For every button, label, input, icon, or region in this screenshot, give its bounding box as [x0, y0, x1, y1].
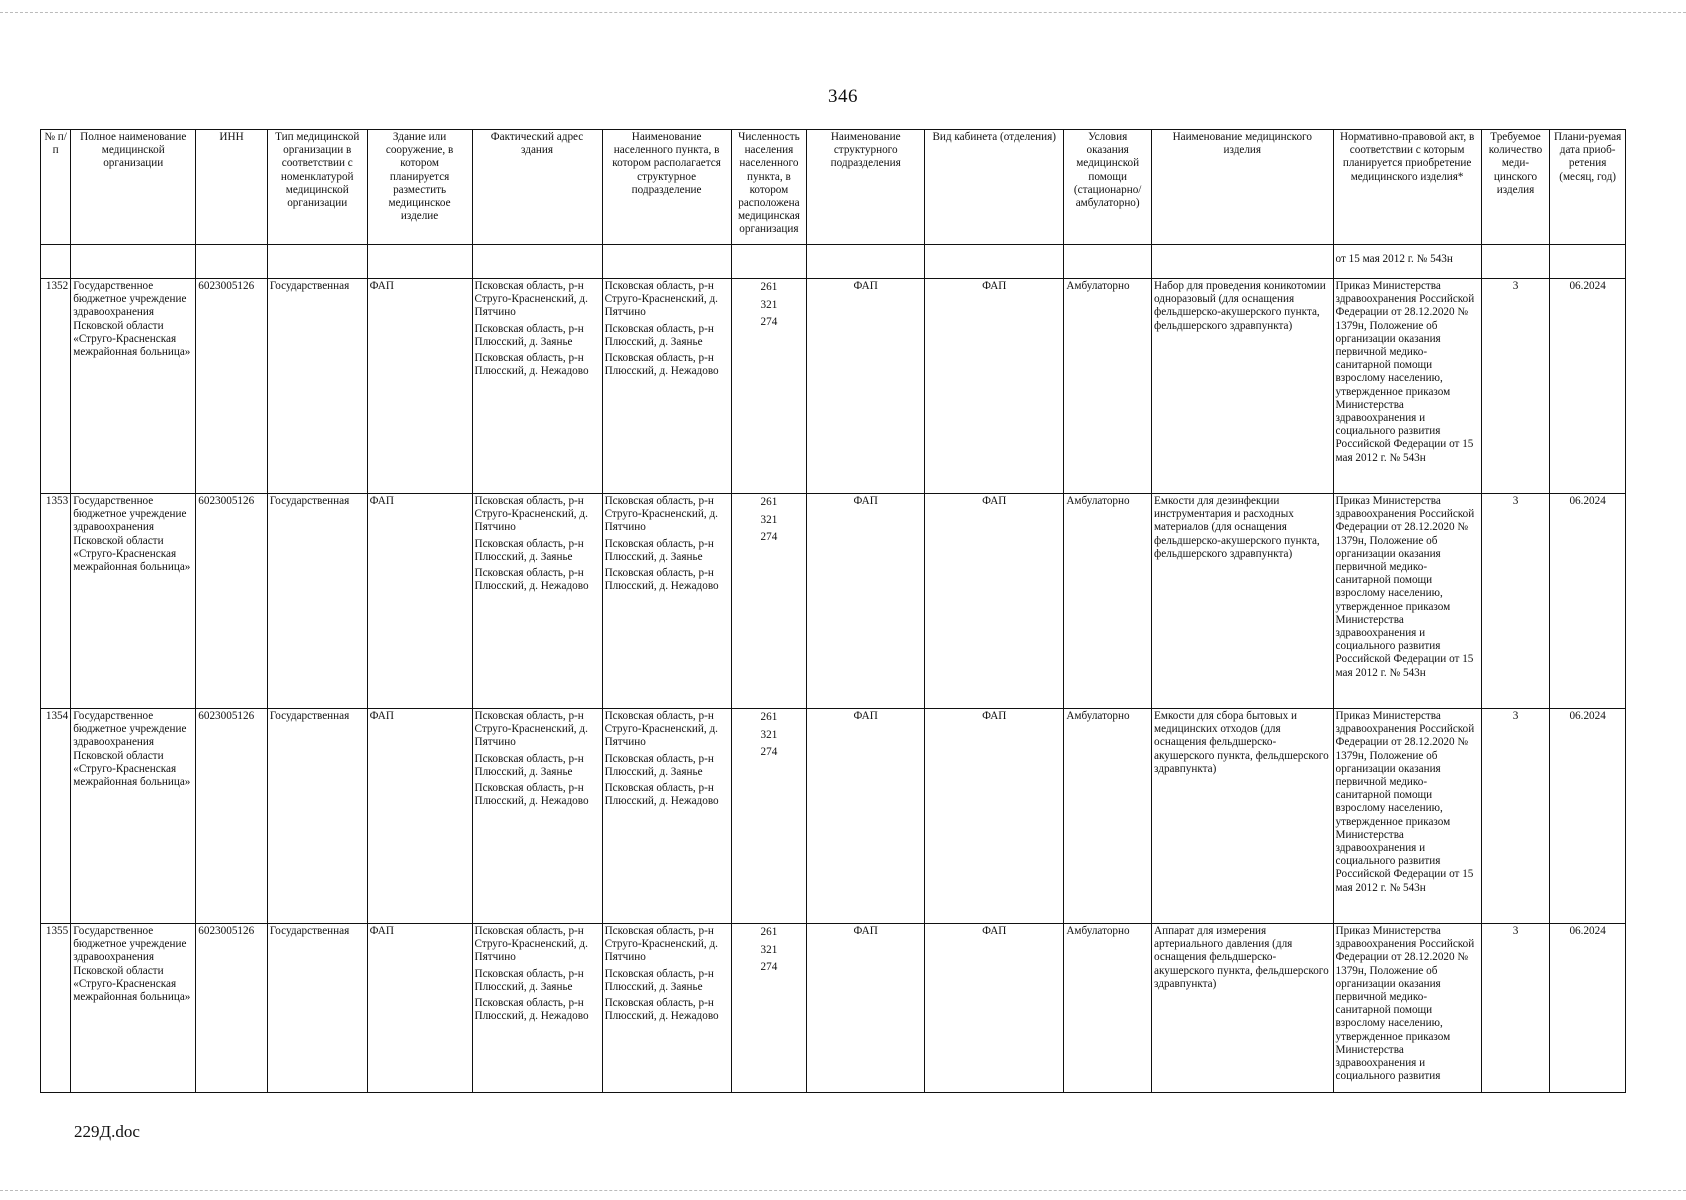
col-header-unit: Наименование структурного подразделения [807, 130, 925, 245]
row-type: Государственная [267, 279, 367, 494]
row-inn: 6023005126 [196, 494, 268, 709]
row-type: Государственная [267, 494, 367, 709]
row-building: ФАП [367, 279, 472, 494]
row-qty: 3 [1481, 494, 1550, 709]
continuation-row [41, 245, 1626, 279]
row-building: ФАП [367, 494, 472, 709]
col-header-qty: Требуемое количество меди-цинского изделия [1481, 130, 1550, 245]
row-act: Приказ Министерства здравоохранения Российской Федерации от 28.12.2020 № 1379н, Положение об организации оказания первичной медико-санитарной помощи взрослому населению, утвержденное приказом Министерства здравоохранения и социального развития Российской Федерации от 15 мая 2012 г. № 543н [1333, 494, 1481, 709]
row-building: ФАП [367, 709, 472, 924]
row-addresses [472, 924, 602, 1093]
equipment-table [40, 129, 1626, 1093]
col-header-building: Здание или сооружение, в котором планируется разместить медицинское изделие [367, 130, 472, 245]
row-date: 06.2024 [1550, 279, 1626, 494]
row-localities [602, 494, 731, 709]
row-unit: ФАП [807, 924, 925, 1093]
row-device: Набор для проведения коникотомии одноразовый (для оснащения фельдшерско-акушерского пункта, фельдшерского здравпункта) [1152, 279, 1333, 494]
row-cabinet: ФАП [925, 709, 1064, 924]
address-line: Псковская область, р-н Плюсский, д. Заянье [604, 537, 714, 563]
address-line: Псковская область, р-н Струго-Красненский, д. Пятчино [474, 925, 588, 964]
continuation-act-text: от 15 мая 2012 г. № 543н [1333, 245, 1481, 279]
population-value: 274 [760, 316, 778, 328]
row-num: 1354 [41, 709, 71, 924]
col-header-date: Плани-руемая дата приоб-ретения (месяц, год) [1550, 130, 1626, 245]
address-line: Псковская область, р-н Струго-Красненский, д. Пятчино [604, 925, 718, 964]
address-line: Псковская область, р-н Струго-Красненский, д. Пятчино [604, 710, 718, 749]
row-inn: 6023005126 [196, 709, 268, 924]
row-date: 06.2024 [1550, 924, 1626, 1093]
table-row [41, 924, 1626, 1093]
row-inn: 6023005126 [196, 279, 268, 494]
row-date: 06.2024 [1550, 709, 1626, 924]
row-inn: 6023005126 [196, 924, 268, 1093]
row-addresses [472, 279, 602, 494]
row-date: 06.2024 [1550, 494, 1626, 709]
address-line: Псковская область, р-н Плюсский, д. Заянье [604, 967, 714, 993]
population-value: 261 [760, 926, 778, 938]
scan-edge-bottom [0, 1190, 1686, 1191]
row-org: Государственное бюджетное учреждение здравоохранения Псковской области «Струго-Красненская межрайонная больница» [71, 924, 196, 1093]
row-qty: 3 [1481, 279, 1550, 494]
row-num: 1353 [41, 494, 71, 709]
row-building: ФАП [367, 924, 472, 1093]
row-org: Государственное бюджетное учреждение здравоохранения Псковской области «Струго-Красненская межрайонная больница» [71, 709, 196, 924]
col-header-cabinet: Вид кабинета (отделения) [925, 130, 1064, 245]
row-unit: ФАП [807, 709, 925, 924]
row-num: 1355 [41, 924, 71, 1093]
row-device: Емкости для дезинфекции инструментария и расходных материалов (для оснащения фельдшерско-акушерского пункта, фельдшерского здравпункта) [1152, 494, 1333, 709]
row-conditions: Амбулаторно [1064, 924, 1152, 1093]
row-org: Государственное бюджетное учреждение здравоохранения Псковской области «Струго-Красненская межрайонная больница» [71, 494, 196, 709]
row-population [731, 924, 807, 1093]
col-header-locality: Наименование населенного пункта, в котором располагается структурное подразделение [602, 130, 731, 245]
col-header-population: Численность населения населенного пункта, в котором расположена медицинская организация [731, 130, 807, 245]
row-num: 1352 [41, 279, 71, 494]
address-line: Псковская область, р-н Плюсский, д. Заянье [604, 752, 714, 778]
address-line: Псковская область, р-н Струго-Красненский, д. Пятчино [604, 280, 718, 319]
row-qty: 3 [1481, 924, 1550, 1093]
row-act: Приказ Министерства здравоохранения Российской Федерации от 28.12.2020 № 1379н, Положение об организации оказания первичной медико-санитарной помощи взрослому населению, утвержденное приказом Министерства здравоохранения и социального развития Российской Федерации от 15 мая 2012 г. № 543н [1333, 279, 1481, 494]
address-line: Псковская область, р-н Плюсский, д. Нежадово [474, 567, 589, 593]
row-type: Государственная [267, 924, 367, 1093]
row-unit: ФАП [807, 279, 925, 494]
address-line: Псковская область, р-н Струго-Красненский, д. Пятчино [474, 280, 588, 319]
row-conditions: Амбулаторно [1064, 494, 1152, 709]
row-org: Государственное бюджетное учреждение здравоохранения Псковской области «Струго-Красненская межрайонная больница» [71, 279, 196, 494]
row-type: Государственная [267, 709, 367, 924]
page-number: 346 [828, 86, 858, 107]
population-value: 321 [760, 728, 778, 741]
col-header-address: Фактический адрес здания [472, 130, 602, 245]
col-header-type: Тип медицинской организации в соответствии с номенклатурой медицинской организации [267, 130, 367, 245]
address-line: Псковская область, р-н Плюсский, д. Заянье [474, 967, 584, 993]
address-line: Псковская область, р-н Плюсский, д. Заянье [474, 322, 584, 348]
address-line: Псковская область, р-н Плюсский, д. Нежадово [474, 782, 589, 808]
row-cabinet: ФАП [925, 279, 1064, 494]
row-conditions: Амбулаторно [1064, 709, 1152, 924]
population-value: 321 [760, 943, 778, 956]
scan-edge-top [0, 12, 1686, 13]
address-line: Псковская область, р-н Плюсский, д. Нежадово [604, 567, 719, 593]
col-header-conditions: Условия оказания медицинской помощи (стационарно/ амбулаторно) [1064, 130, 1152, 245]
address-line: Псковская область, р-н Плюсский, д. Нежадово [604, 352, 719, 378]
row-population [731, 279, 807, 494]
row-conditions: Амбулаторно [1064, 279, 1152, 494]
address-line: Псковская область, р-н Плюсский, д. Нежадово [474, 352, 589, 378]
row-qty: 3 [1481, 709, 1550, 924]
address-line: Псковская область, р-н Плюсский, д. Нежадово [604, 782, 719, 808]
row-unit: ФАП [807, 494, 925, 709]
address-line: Псковская область, р-н Плюсский, д. Нежадово [474, 997, 589, 1023]
population-value: 261 [760, 711, 778, 723]
address-line: Псковская область, р-н Плюсский, д. Заянье [604, 322, 714, 348]
population-value: 261 [760, 281, 778, 293]
population-value: 274 [760, 531, 778, 543]
col-header-device: Наименование медицинского изделия [1152, 130, 1333, 245]
row-addresses [472, 709, 602, 924]
col-header-num: № п/п [41, 130, 71, 245]
footer-filename: 229Д.doc [74, 1122, 140, 1141]
address-line: Псковская область, р-н Струго-Красненский, д. Пятчино [604, 495, 718, 534]
address-line: Псковская область, р-н Плюсский, д. Заянье [474, 752, 584, 778]
table-row [41, 279, 1626, 494]
population-value: 321 [760, 513, 778, 526]
col-header-inn: ИНН [196, 130, 268, 245]
row-act: Приказ Министерства здравоохранения Российской Федерации от 28.12.2020 № 1379н, Положение об организации оказания первичной медико-санитарной помощи взрослому населению, утвержденное приказом Министерства здравоохранения и социального развития Российской Федерации от 15 мая 2012 г. № 543н [1333, 709, 1481, 924]
address-line: Псковская область, р-н Плюсский, д. Заянье [474, 537, 584, 563]
row-cabinet: ФАП [925, 924, 1064, 1093]
row-localities [602, 924, 731, 1093]
population-value: 261 [760, 496, 778, 508]
row-addresses [472, 494, 602, 709]
table-header-row [41, 130, 1626, 245]
col-header-org: Полное наименование медицинской организации [71, 130, 196, 245]
population-value: 321 [760, 298, 778, 311]
col-header-act: Нормативно-правовой акт, в соответствии с которым планируется приобретение медицинского изделия* [1333, 130, 1481, 245]
population-value: 274 [760, 961, 778, 973]
table-row [41, 494, 1626, 709]
address-line: Псковская область, р-н Струго-Красненский, д. Пятчино [474, 710, 588, 749]
table-row [41, 709, 1626, 924]
address-line: Псковская область, р-н Плюсский, д. Нежадово [604, 997, 719, 1023]
row-localities [602, 709, 731, 924]
row-act: Приказ Министерства здравоохранения Российской Федерации от 28.12.2020 № 1379н, Положение об организации оказания первичной медико-санитарной помощи взрослому населению, утвержденное приказом Министерства здравоохранения и социального развития [1333, 924, 1481, 1093]
address-line: Псковская область, р-н Струго-Красненский, д. Пятчино [474, 495, 588, 534]
population-value: 274 [760, 746, 778, 758]
row-population [731, 494, 807, 709]
row-cabinet: ФАП [925, 494, 1064, 709]
row-device: Аппарат для измерения артериального давления (для оснащения фельдшерско-акушерского пункта, фельдшерского здравпункта) [1152, 924, 1333, 1093]
row-localities [602, 279, 731, 494]
row-device: Емкости для сбора бытовых и медицинских отходов (для оснащения фельдшерско-акушерского пункта, фельдшерского здравпункта) [1152, 709, 1333, 924]
row-population [731, 709, 807, 924]
